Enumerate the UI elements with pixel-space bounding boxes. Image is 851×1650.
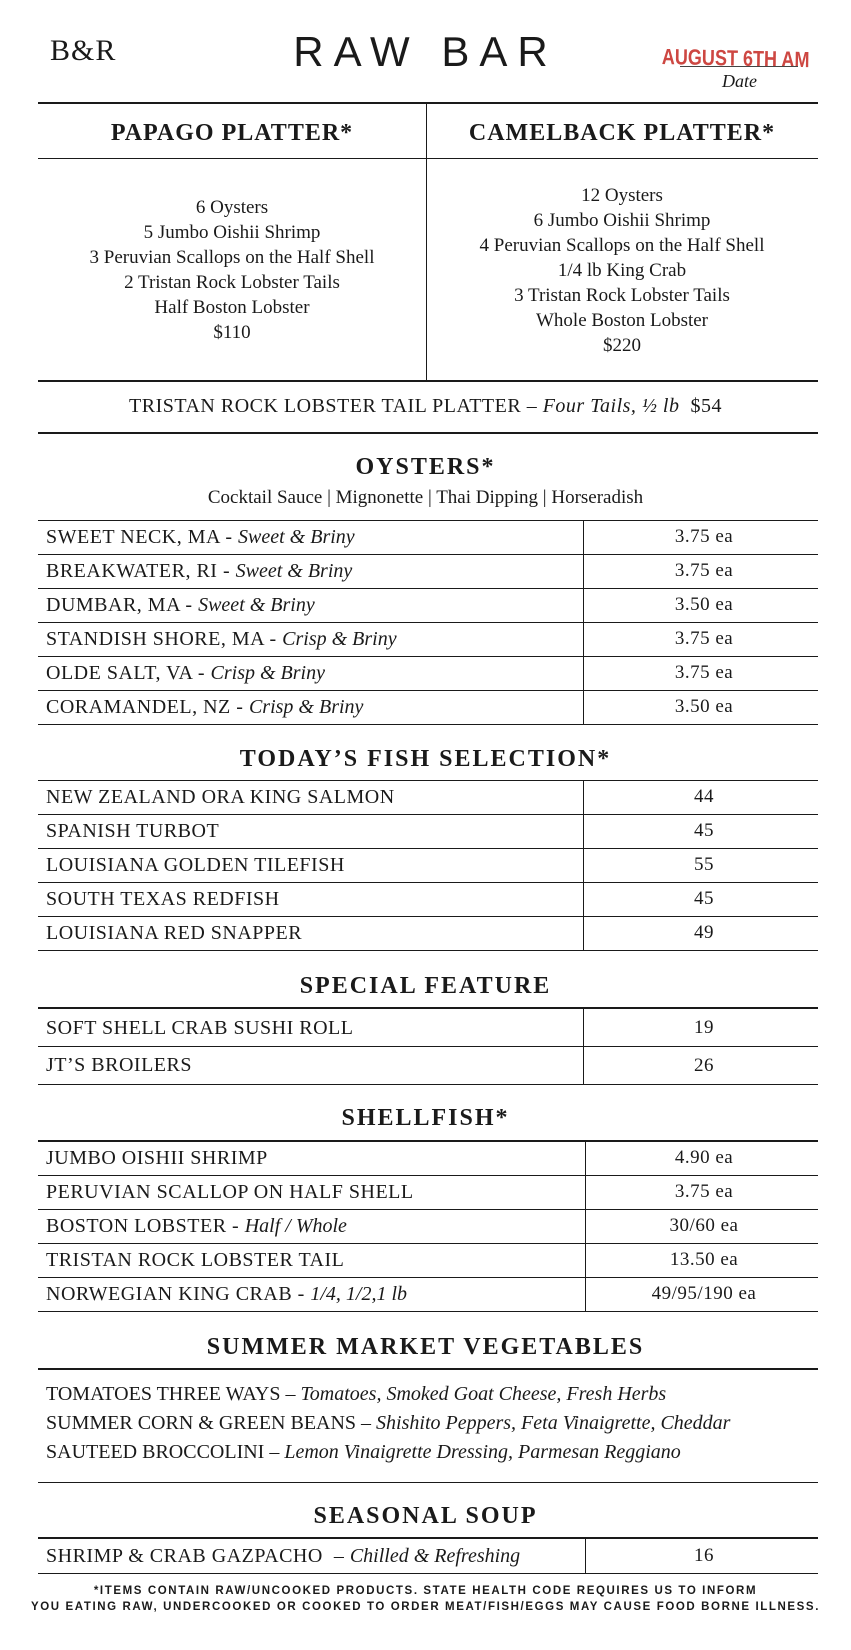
item-name: JUMBO OISHII SHRIMP	[46, 1146, 268, 1169]
table-row	[38, 1010, 816, 1046]
shellfish-title: SHELLFISH*	[341, 1105, 510, 1131]
item-price: 3.75 ea	[674, 628, 734, 649]
item-name: BREAKWATER, RI - Sweet & Briny	[46, 559, 353, 582]
table-row	[38, 555, 816, 587]
divider	[38, 1368, 818, 1370]
divider	[38, 950, 818, 951]
item-price: 3.75 ea	[674, 560, 734, 581]
tail-platter-price: $54	[690, 395, 722, 417]
divider	[38, 1007, 818, 1009]
table-row	[38, 917, 816, 949]
table-row	[38, 1176, 816, 1208]
list-item: SAUTEED BROCCOLINI – Lemon Vinaigrette Dressing, Parmesan Reggiano	[46, 1441, 681, 1463]
divider	[38, 724, 818, 725]
camelback-platter-items	[426, 183, 818, 358]
item-price: 55	[694, 854, 714, 875]
fish-title: TODAY’S FISH SELECTION*	[239, 746, 612, 772]
item-price: 3.50 ea	[674, 594, 734, 615]
item-price: 19	[694, 1017, 714, 1038]
item-name: NORWEGIAN KING CRAB - 1/4, 1/2,1 lb	[46, 1282, 408, 1305]
item-price: 13.50 ea	[669, 1249, 739, 1270]
tail-platter-desc: Four Tails, ½ lb	[542, 395, 680, 417]
papago-platter-title: PAPAGO PLATTER*	[110, 120, 354, 146]
item-name: STANDISH SHORE, MA - Crisp & Briny	[46, 627, 397, 650]
oysters-title: OYSTERS*	[355, 454, 496, 480]
item-price: 45	[694, 820, 714, 841]
item-name: BOSTON LOBSTER - Half / Whole	[46, 1214, 347, 1237]
date-underline	[680, 66, 798, 67]
item-price: 16	[694, 1545, 714, 1566]
platter-item: 2 Tristan Rock Lobster Tails	[124, 272, 340, 293]
platter-item: Half Boston Lobster	[154, 297, 310, 318]
item-price: 44	[694, 786, 714, 807]
soup-title: SEASONAL SOUP	[313, 1503, 538, 1529]
item-name: TRISTAN ROCK LOBSTER TAIL	[46, 1248, 345, 1271]
item-price: 45	[694, 888, 714, 909]
item-price: 4.90 ea	[674, 1147, 734, 1168]
platter-item: 12 Oysters	[581, 185, 663, 206]
table-row	[38, 1278, 816, 1310]
list-item: SUMMER CORN & GREEN BEANS – Shishito Peppers, Feta Vinaigrette, Cheddar	[46, 1412, 731, 1434]
camelback-platter-title: CAMELBACK PLATTER*	[468, 120, 776, 146]
table-row	[38, 1047, 816, 1084]
table-row	[38, 589, 816, 621]
tail-platter	[0, 395, 851, 418]
table-row	[38, 521, 816, 553]
health-disclaimer: *ITEMS CONTAIN RAW/UNCOOKED PRODUCTS. STATE HEALTH CODE REQUIRES US TO INFORM YOU EATING RAW, UNDERCOOKED OR COOKED TO ORDER MEAT/FISH/EGGS MAY CAUSE FOOD BORNE ILLNESS.	[30, 1585, 820, 1613]
divider	[38, 1311, 818, 1312]
page-title: RAW BAR	[293, 28, 558, 75]
item-name: SOFT SHELL CRAB SUSHI ROLL	[46, 1016, 354, 1039]
item-name: LOUISIANA RED SNAPPER	[46, 921, 303, 944]
item-name: DUMBAR, MA - Sweet & Briny	[46, 593, 315, 616]
item-name: OLDE SALT, VA - Crisp & Briny	[46, 661, 325, 684]
item-name: PERUVIAN SCALLOP ON HALF SHELL	[46, 1180, 414, 1203]
vegetables-list	[46, 1380, 730, 1467]
date-label: Date	[722, 71, 757, 91]
platter-item: 5 Jumbo Oishii Shrimp	[143, 222, 321, 243]
divider	[38, 102, 818, 104]
platter-price: $110	[213, 322, 251, 343]
table-row	[38, 1142, 816, 1174]
item-name: LOUISIANA GOLDEN TILEFISH	[46, 853, 345, 876]
papago-platter-items	[38, 195, 426, 345]
table-row	[38, 781, 816, 813]
oyster-sauces: Cocktail Sauce | Mignonette | Thai Dipping | Horseradish	[207, 487, 644, 508]
item-price: 30/60 ea	[669, 1215, 739, 1236]
item-name: CORAMANDEL, NZ - Crisp & Briny	[46, 695, 364, 718]
platter-item: 1/4 lb King Crab	[557, 260, 687, 281]
table-row	[38, 883, 816, 915]
item-price: 49/95/190 ea	[651, 1283, 757, 1304]
divider	[38, 1482, 818, 1483]
item-price: 26	[694, 1054, 714, 1076]
table-row	[38, 1244, 816, 1276]
item-name: SWEET NECK, MA - Sweet & Briny	[46, 525, 355, 548]
item-price: 3.75 ea	[674, 1181, 734, 1202]
item-price: 3.75 ea	[674, 526, 734, 547]
divider	[38, 158, 818, 159]
table-row	[38, 815, 816, 847]
item-name: NEW ZEALAND ORA KING SALMON	[46, 785, 395, 808]
platter-item: 6 Jumbo Oishii Shrimp	[533, 210, 711, 231]
table-row	[38, 623, 816, 655]
table-row	[38, 849, 816, 881]
item-name: SHRIMP & CRAB GAZPACHO – Chilled & Refreshing	[46, 1544, 521, 1567]
divider	[38, 380, 818, 382]
platter-item: Whole Boston Lobster	[535, 310, 709, 331]
item-name: SPANISH TURBOT	[46, 819, 220, 842]
item-price: 3.75 ea	[674, 662, 734, 683]
item-price: 3.50 ea	[674, 696, 734, 717]
tail-platter-name: TRISTAN ROCK LOBSTER TAIL PLATTER	[129, 395, 522, 417]
platter-item: 4 Peruvian Scallops on the Half Shell	[479, 235, 765, 256]
divider	[38, 1573, 818, 1574]
list-item: TOMATOES THREE WAYS – Tomatoes, Smoked Goat Cheese, Fresh Herbs	[46, 1383, 667, 1405]
tail-platter-sep: –	[521, 395, 543, 417]
vegetables-title: SUMMER MARKET VEGETABLES	[206, 1334, 645, 1360]
divider	[38, 1084, 818, 1085]
platter-price: $220	[603, 335, 641, 356]
divider	[38, 432, 818, 434]
platter-item: 6 Oysters	[195, 197, 269, 218]
item-price: 49	[694, 922, 714, 943]
platter-item: 3 Tristan Rock Lobster Tails	[514, 285, 730, 306]
date-stamp: AUGUST 6TH AM	[661, 44, 810, 73]
item-name: SOUTH TEXAS REDFISH	[46, 887, 280, 910]
table-row	[38, 1539, 816, 1573]
table-row	[38, 691, 816, 723]
table-row	[38, 657, 816, 689]
table-row	[38, 1210, 816, 1242]
item-name: JT’S BROILERS	[46, 1054, 192, 1076]
platter-item: 3 Peruvian Scallops on the Half Shell	[89, 247, 375, 268]
logo: B&R	[50, 34, 117, 67]
special-title: SPECIAL FEATURE	[299, 973, 552, 999]
